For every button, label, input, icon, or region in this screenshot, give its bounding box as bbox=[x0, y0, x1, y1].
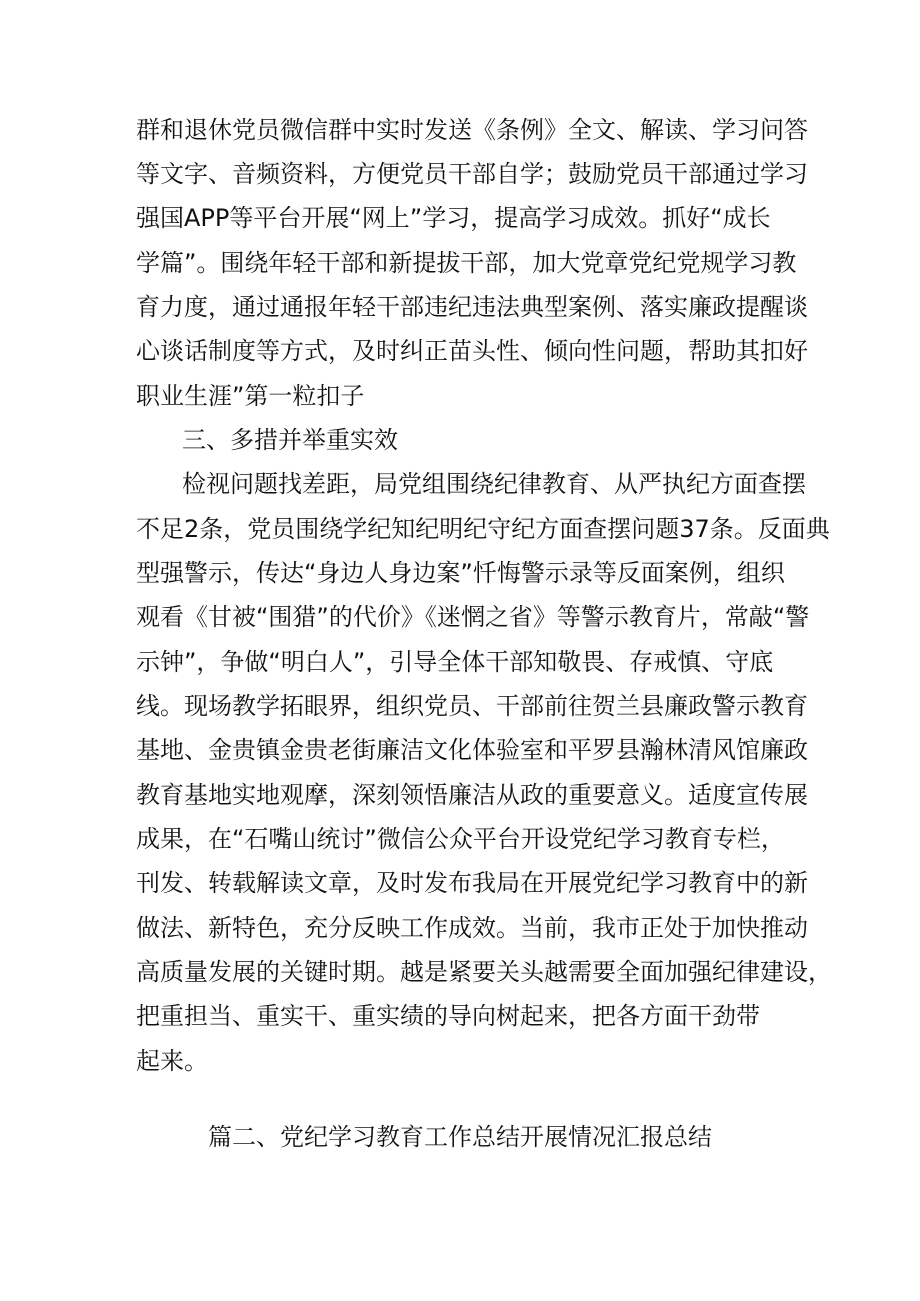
paragraph-line: 观看《甘被“围猎”的代价》《迷惘之省》等警示教育片，常敲“警 bbox=[136, 603, 810, 631]
paragraph-line: 心谈话制度等方式，及时纠正苗头性、倾向性问题，帮助其扣好 bbox=[136, 337, 808, 365]
paragraph-line: 不足2条，党员围绕学纪知纪明纪守纪方面查摆问题37条。反面典 bbox=[136, 515, 830, 543]
paragraph-line: 群和退休党员微信群中实时发送《条例》全文、解读、学习问答 bbox=[136, 116, 808, 144]
paragraph-line: 做法、新特色，充分反映工作成效。当前，我市正处于加快推动 bbox=[136, 914, 808, 942]
paragraph-line: 把重担当、重实干、重实绩的导向树起来，把各方面干劲带 bbox=[136, 1002, 760, 1030]
subheading: 三、多措并举重实效 bbox=[182, 426, 398, 454]
paragraph-line: 学篇”。围绕年轻干部和新提拔干部，加大党章党纪党规学习教 bbox=[136, 249, 797, 277]
paragraph-line: 强国APP等平台开展“网上”学习，提高学习成效。抓好“成长 bbox=[136, 204, 771, 232]
paragraph-line: 起来。 bbox=[136, 1047, 208, 1075]
paragraph-line: 等文字、音频资料，方便党员干部自学；鼓励党员干部通过学习 bbox=[136, 160, 808, 188]
paragraph-line: 示钟”，争做“明白人”，引导全体干部知敬畏、存戒慎、守底 bbox=[136, 648, 774, 676]
paragraph-line: 刊发、转载解读文章，及时发布我局在开展党纪学习教育中的新 bbox=[136, 869, 808, 897]
paragraph-line: 成果，在“石嘴山统讨”微信公众平台开设党纪学习教育专栏， bbox=[136, 825, 785, 853]
paragraph-line: 线。现场教学拓眼界，组织党员、干部前往贺兰县廉政警示教育 bbox=[136, 692, 808, 720]
paragraph-line: 基地、金贵镇金贵老街廉洁文化体验室和平罗县瀚林清风馆廉政 bbox=[136, 736, 808, 764]
paragraph-line: 检视问题找差距，局党组围绕纪律教育、从严执纪方面查摆 bbox=[182, 470, 806, 498]
paragraph-line: 教育基地实地观摩，深刻领悟廉洁从政的重要意义。适度宣传展 bbox=[136, 781, 808, 809]
paragraph-line: 育力度，通过通报年轻干部违纪违法典型案例、落实廉政提醒谈 bbox=[136, 293, 808, 321]
section-title: 篇二、党纪学习教育工作总结开展情况汇报总结 bbox=[208, 1123, 712, 1151]
paragraph-line: 职业生涯”第一粒扣子 bbox=[136, 382, 365, 410]
paragraph-line: 高质量发展的关键时期。越是紧要关头越需要全面加强纪律建设， bbox=[136, 958, 832, 986]
paragraph-line: 型强警示，传达“身边人身边案”忏悔警示录等反面案例，组织 bbox=[136, 559, 785, 587]
